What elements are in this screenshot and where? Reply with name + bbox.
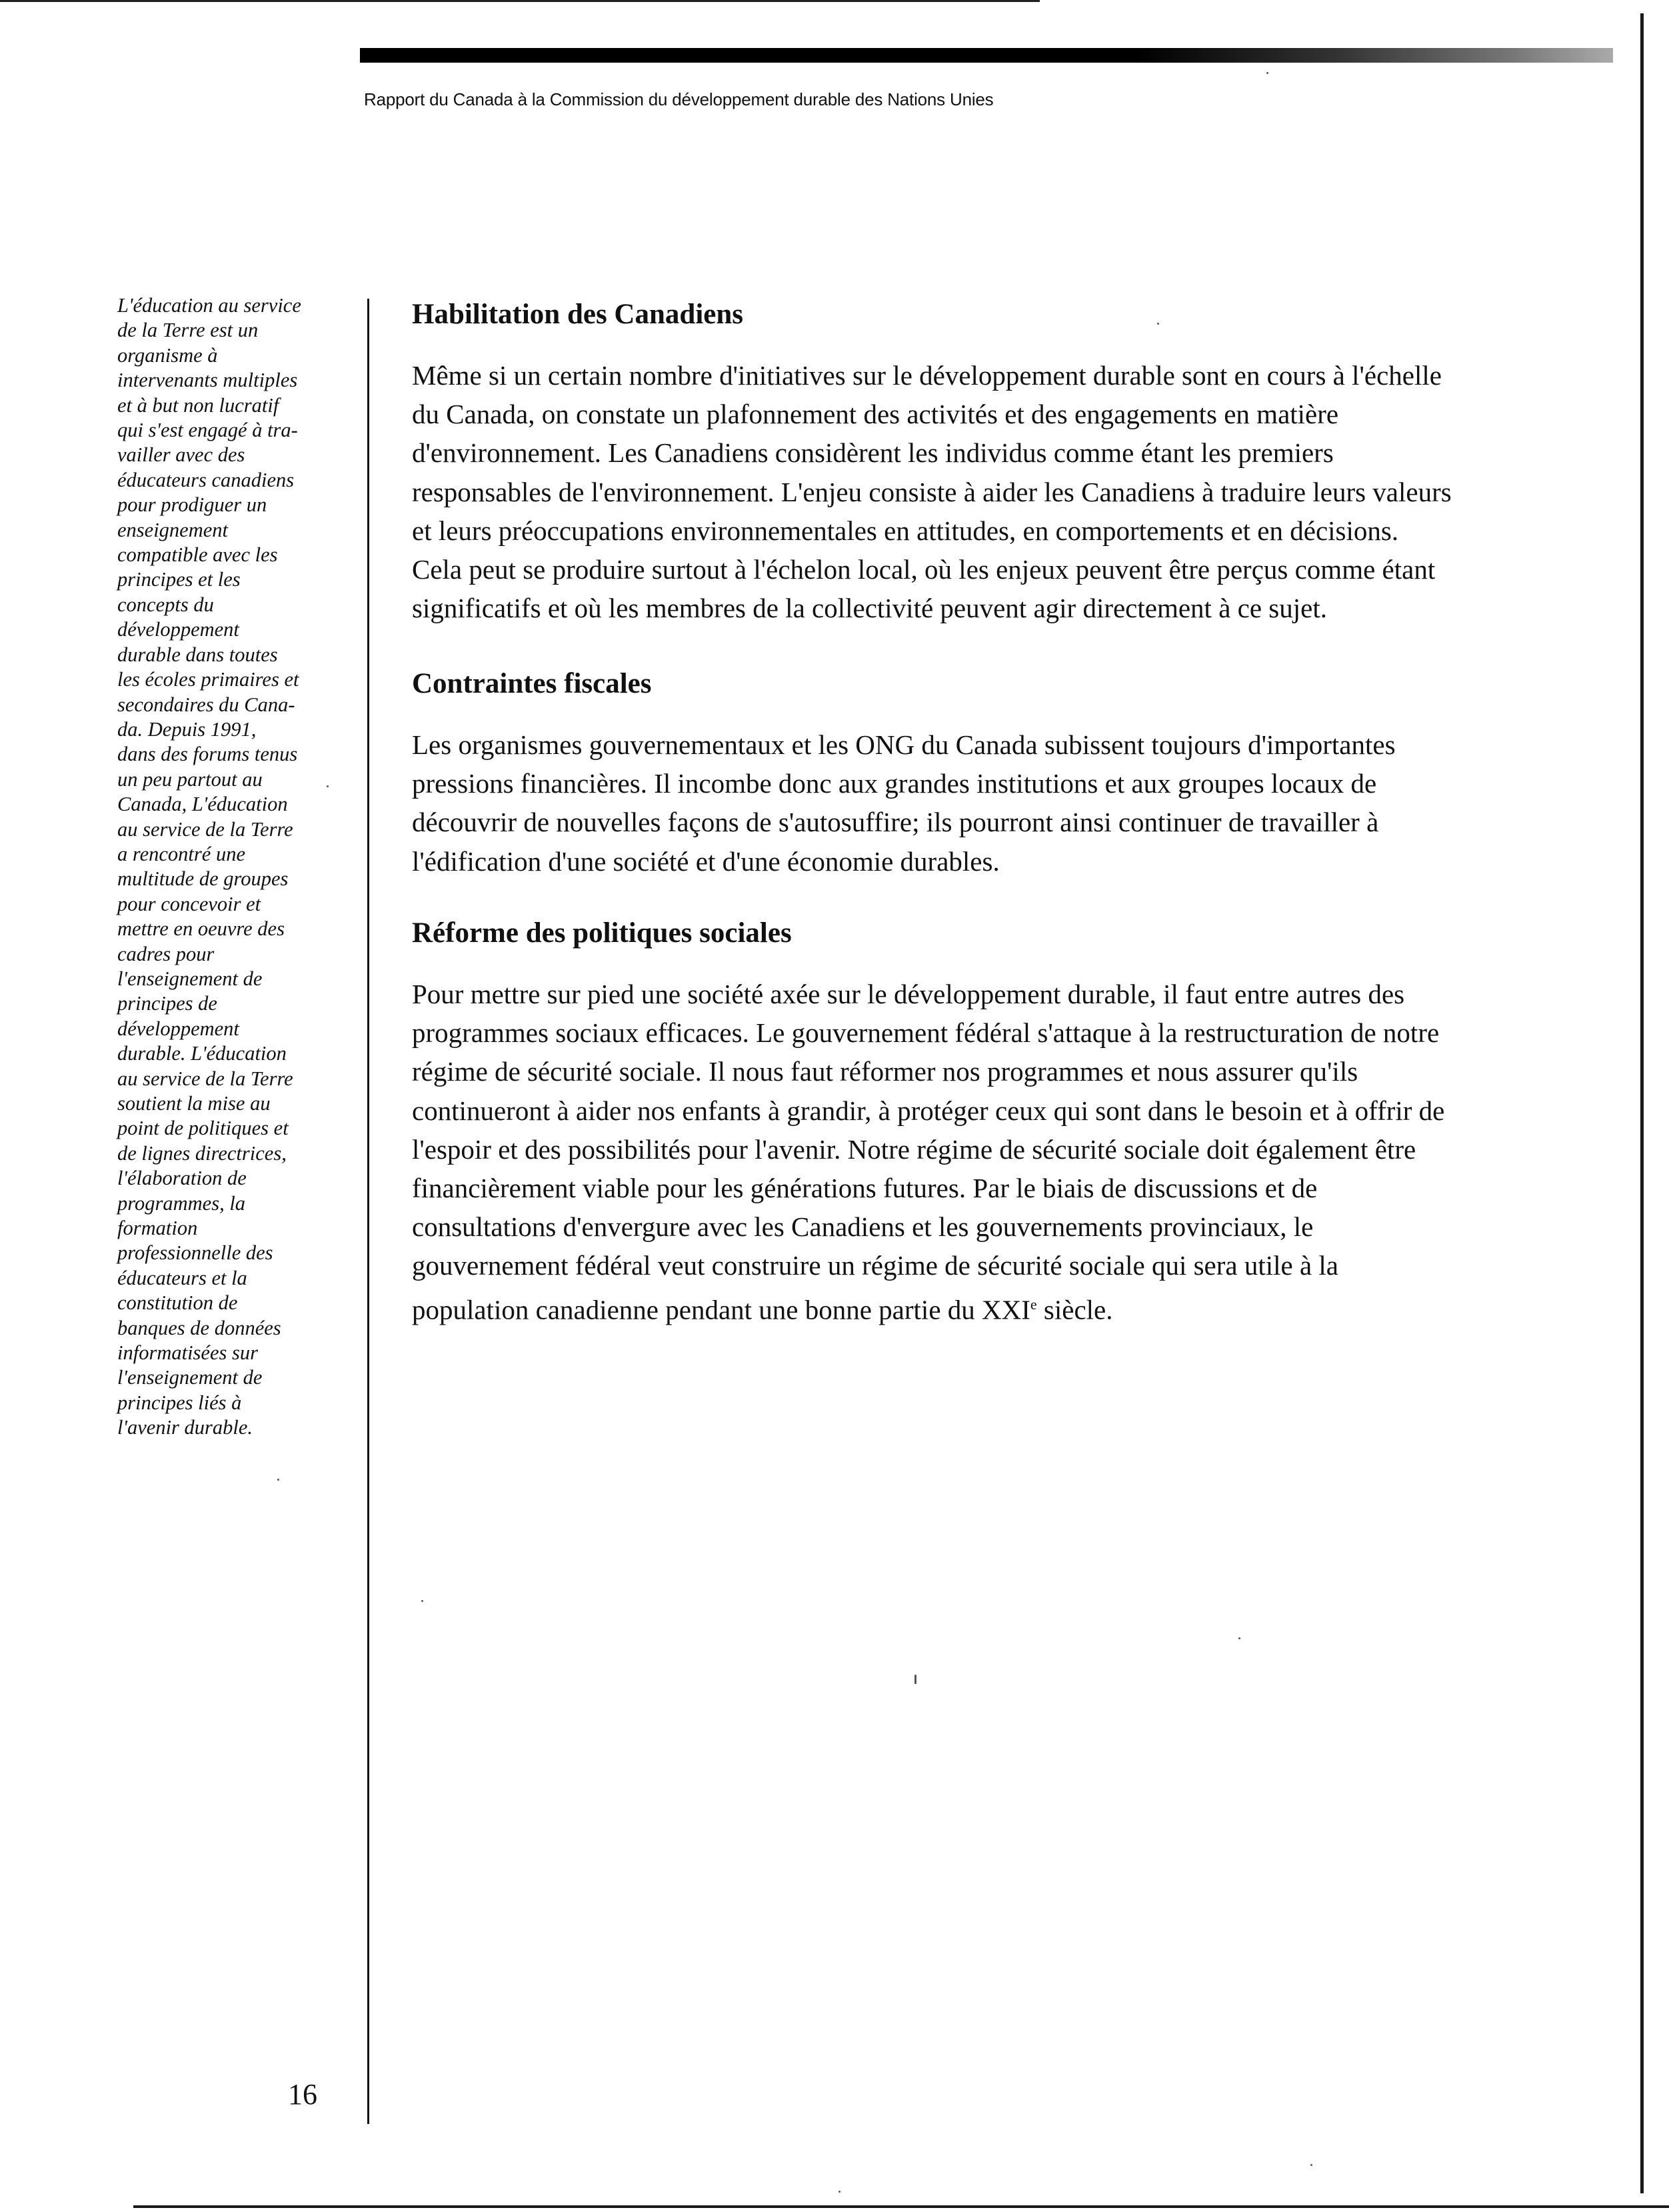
body-line: continueront à aider nos enfants à grandir, à protéger ceux qui sont dans le besoin et à offrir de bbox=[412, 1095, 1445, 1126]
section-heading: Habilitation des Canadiens bbox=[412, 299, 743, 330]
sidebar-line: l'enseignement de bbox=[117, 1366, 263, 1389]
scan-edge-top bbox=[0, 0, 1040, 2]
sidebar-line: éducateurs canadiens bbox=[117, 468, 295, 491]
section-habilitation bbox=[412, 297, 1585, 627]
sidebar-line: et à but non lucratif bbox=[117, 393, 279, 417]
scan-edge-bottom bbox=[133, 2205, 1669, 2208]
sidebar-line: a rencontré une bbox=[117, 842, 245, 865]
sidebar-line: principes liés à bbox=[117, 1391, 242, 1414]
sidebar-line: soutient la mise au bbox=[117, 1092, 271, 1115]
section-contraintes-fiscales bbox=[412, 667, 1585, 881]
body-line: financièrement viable pour les générations futures. Par le biais de discussions et de bbox=[412, 1173, 1318, 1204]
section-body bbox=[412, 725, 1585, 881]
sidebar-line: mettre en oeuvre des bbox=[117, 917, 285, 941]
body-line: Cela peut se produire surtout à l'échelon local, où les enjeux peuvent être perçus comme étant bbox=[412, 554, 1436, 585]
sidebar-line: développement bbox=[117, 1017, 239, 1040]
sidebar-line: professionnelle des bbox=[117, 1241, 273, 1265]
sidebar-line: enseignement bbox=[117, 518, 228, 541]
scan-speck bbox=[1157, 323, 1159, 325]
sidebar-line: intervenants multiples bbox=[117, 369, 298, 392]
scan-speck bbox=[1238, 1637, 1240, 1639]
section-heading: Contraintes fiscales bbox=[412, 668, 652, 699]
body-line: découvrir de nouvelles façons de s'autosuffire; ils pourront ainsi continuer de travailler à bbox=[412, 807, 1379, 838]
body-line: et leurs préoccupations environnementales en attitudes, en comportements et en décisions. bbox=[412, 515, 1399, 546]
scan-speck bbox=[327, 785, 329, 787]
sidebar-line: au service de la Terre bbox=[117, 1067, 293, 1090]
sidebar-line: l'élaboration de bbox=[117, 1167, 247, 1190]
sidebar-line: cadres pour bbox=[117, 942, 215, 965]
section-heading: Réforme des politiques sociales bbox=[412, 917, 792, 949]
scan-edge-right bbox=[1640, 13, 1644, 2193]
column-divider bbox=[367, 299, 369, 2124]
sidebar-line: Canada, L'éducation bbox=[117, 793, 288, 816]
section-reforme-politiques-sociales bbox=[412, 916, 1585, 1329]
sidebar-line: programmes, la bbox=[117, 1191, 246, 1215]
sidebar-line: de la Terre est un bbox=[117, 319, 259, 342]
body-line: du Canada, on constate un plafonnement des activités et des engagements en matière bbox=[412, 399, 1339, 430]
sidebar-line: principes et les bbox=[117, 568, 241, 591]
sidebar-line: l'enseignement de bbox=[117, 967, 263, 990]
scan-speck bbox=[1266, 72, 1268, 74]
sidebar-line: les écoles primaires et bbox=[117, 668, 299, 691]
scan-speck bbox=[914, 1675, 916, 1684]
sidebar-line: éducateurs et la bbox=[117, 1266, 247, 1289]
body-line: Même si un certain nombre d'initiatives sur le développement durable sont en cours à l'échelle bbox=[412, 360, 1442, 391]
sidebar-line: constitution de bbox=[117, 1291, 238, 1315]
sidebar-line: L'éducation au service bbox=[117, 294, 301, 317]
body-line: l'espoir et des possibilités pour l'avenir. Notre régime de sécurité sociale doit également être bbox=[412, 1133, 1416, 1165]
header-rule bbox=[360, 48, 1613, 63]
body-line: population canadienne pendant une bonne partie du XXIe siècle. bbox=[412, 1294, 1113, 1325]
body-line: programmes sociaux efficaces. Le gouvernement fédéral s'attaque à la restructuration de notre bbox=[412, 1017, 1440, 1049]
page-number: 16 bbox=[288, 2078, 317, 2111]
sidebar-line: durable. L'éducation bbox=[117, 1042, 287, 1065]
body-line: responsables de l'environnement. L'enjeu consiste à aider les Canadiens à traduire leurs valeurs bbox=[412, 476, 1452, 507]
sidebar-line: organisme à bbox=[117, 343, 218, 367]
body-line: Les organismes gouvernementaux et les ONG du Canada subissent toujours d'importantes bbox=[412, 729, 1396, 760]
sidebar-line: compatible avec les bbox=[117, 543, 278, 567]
scan-speck bbox=[838, 2191, 840, 2193]
sidebar-line: pour prodiguer un bbox=[117, 493, 267, 517]
sidebar-line: point de politiques et bbox=[117, 1117, 289, 1140]
sidebar-line: formation bbox=[117, 1217, 198, 1240]
body-line: consultations d'envergure avec les Canadiens et les gouvernements provinciaux, le bbox=[412, 1211, 1314, 1243]
sidebar-line: un peu partout au bbox=[117, 767, 263, 791]
body-line: Pour mettre sur pied une société axée sur le développement durable, il faut entre autres des bbox=[412, 979, 1405, 1009]
sidebar-line: de lignes directrices, bbox=[117, 1141, 287, 1165]
scan-speck bbox=[421, 1600, 423, 1602]
sidebar-line: da. Depuis 1991, bbox=[117, 717, 257, 741]
sidebar-line: secondaires du Cana- bbox=[117, 693, 295, 716]
body-line: significatifs et où les membres de la collectivité peuvent agir directement à ce sujet. bbox=[412, 593, 1327, 624]
sidebar-line: informatisées sur bbox=[117, 1341, 258, 1365]
sidebar-line: durable dans toutes bbox=[117, 643, 278, 666]
sidebar-line: l'avenir durable. bbox=[117, 1416, 253, 1439]
body-line: régime de sécurité sociale. Il nous faut réformer nos programmes et nous assurer qu'ils bbox=[412, 1056, 1358, 1087]
sidebar-line: dans des forums tenus bbox=[117, 743, 298, 766]
sidebar-line: multitude de groupes bbox=[117, 867, 289, 891]
body-line: d'environnement. Les Canadiens considèrent les individus comme étant les premiers bbox=[412, 437, 1334, 469]
sidebar-line: vailler avec des bbox=[117, 443, 245, 467]
sidebar-line: au service de la Terre bbox=[117, 817, 293, 841]
sidebar-line: principes de bbox=[117, 992, 217, 1015]
section-body bbox=[412, 356, 1585, 627]
body-line: l'édification d'une société et d'une économie durables. bbox=[412, 845, 1000, 877]
body-line: gouvernement fédéral veut construire un régime de sécurité sociale qui sera utile à la bbox=[412, 1250, 1338, 1281]
scan-speck bbox=[1310, 2164, 1312, 2166]
sidebar-line: qui s'est engagé à tra- bbox=[117, 419, 298, 442]
sidebar-line: concepts du bbox=[117, 593, 214, 616]
running-header: Rapport du Canada à la Commission du développement durable des Nations Unies bbox=[364, 89, 994, 109]
section-body bbox=[412, 975, 1585, 1329]
body-line: pressions financières. Il incombe donc aux grandes institutions et aux groupes locaux de bbox=[412, 768, 1377, 799]
sidebar-line: pour concevoir et bbox=[117, 892, 261, 915]
scan-speck bbox=[277, 1479, 279, 1481]
sidebar-line: banques de données bbox=[117, 1316, 281, 1339]
sidebar-line: développement bbox=[117, 618, 239, 641]
sidebar-note bbox=[117, 293, 368, 1441]
